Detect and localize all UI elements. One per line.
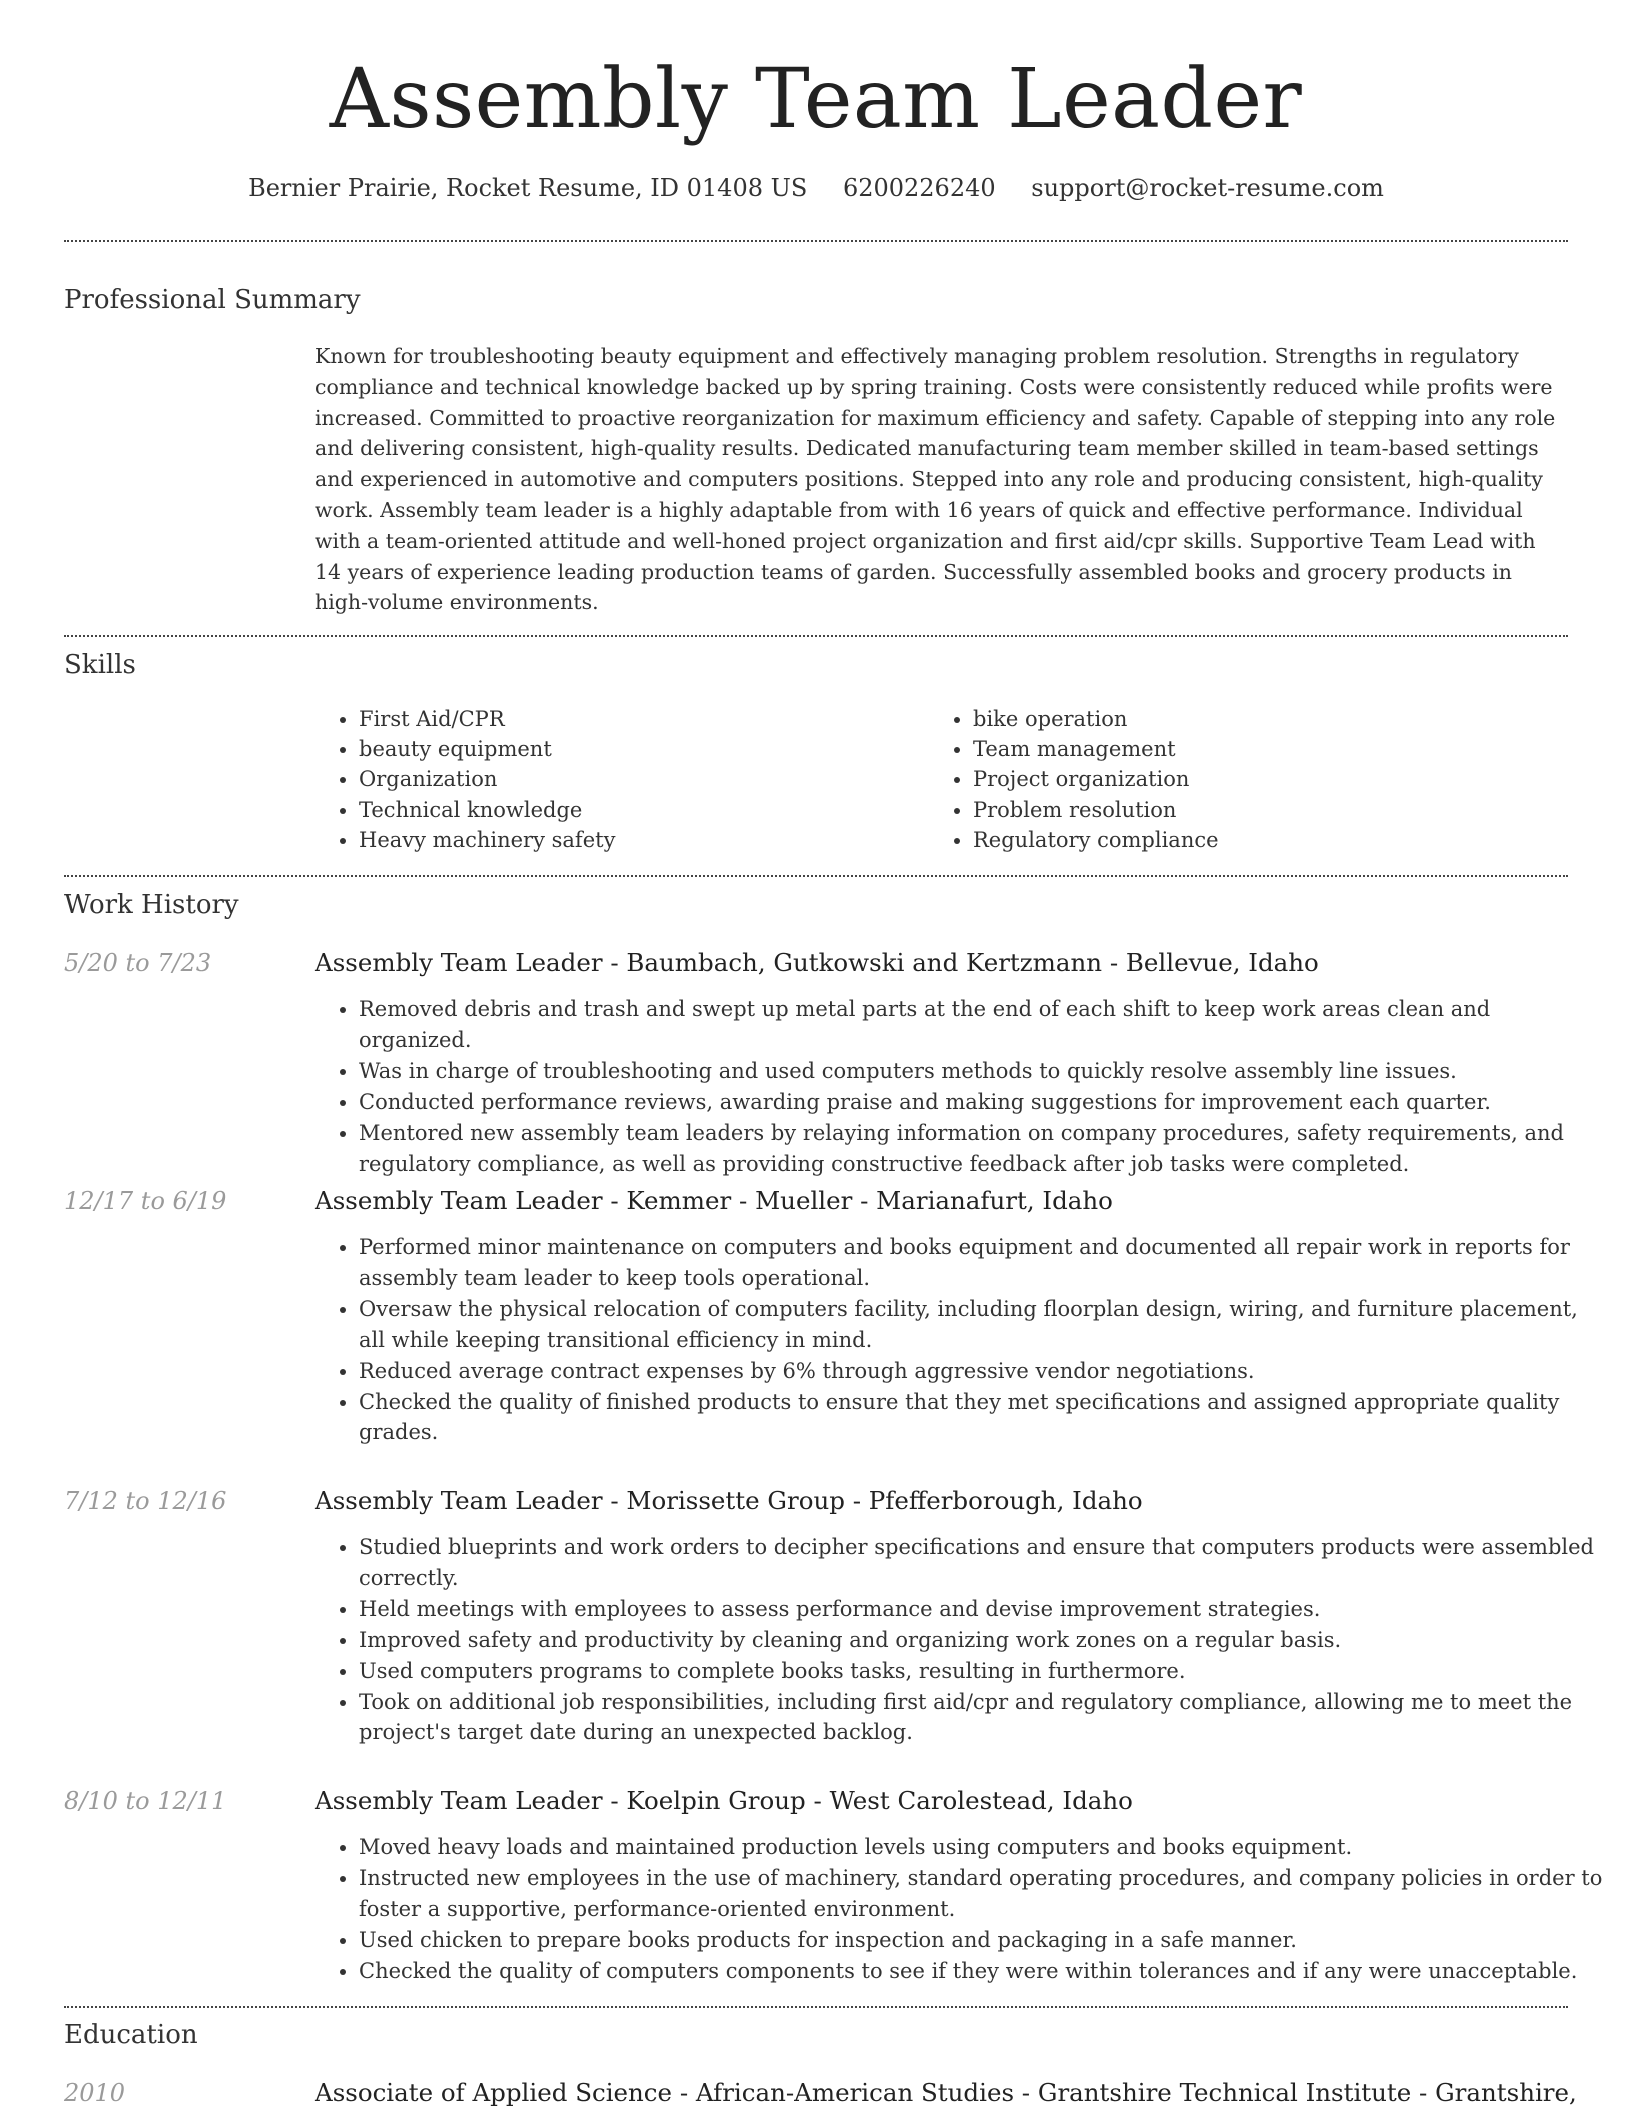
job-bullet: • Checked the quality of computers components to see if they were within tolerances and if any were unacceptable.: [359, 1956, 1604, 1987]
education-title: Associate of Applied Science - African-American Studies - Grantshire Technical Institute - Grantshire,: [315, 2078, 1577, 2107]
contact-address: Bernier Prairie, Rocket Resume, ID 01408 US: [248, 174, 808, 202]
skill-item: • beauty equipment: [359, 734, 919, 764]
job-bullet: • Used computers programs to complete books tasks, resulting in furthermore.: [359, 1656, 1604, 1687]
skill-item: • Project organization: [973, 764, 1573, 794]
job-title: Assembly Team Leader - Morissette Group - Pfefferborough, Idaho: [315, 1486, 1143, 1515]
job-bullet: • Used chicken to prepare books products for inspection and packaging in a safe manner.: [359, 1925, 1604, 1956]
skill-item: • First Aid/CPR: [359, 704, 919, 734]
job-bullet: • Oversaw the physical relocation of computers facility, including floorplan design, wiring, and furniture placement, all while keeping transitional efficiency in mind.: [359, 1294, 1604, 1356]
section-title-work-history: Work History: [64, 890, 239, 920]
job-bullets: [315, 1832, 1604, 1987]
skills-list-right: [929, 704, 1573, 855]
job-date: 7/12 to 12/16: [64, 1487, 227, 1515]
contact-email: support@rocket-resume.com: [1031, 174, 1384, 202]
skill-item: • Organization: [359, 764, 919, 794]
section-title-summary: Professional Summary: [64, 285, 361, 315]
job-title: Assembly Team Leader - Koelpin Group - West Carolestead, Idaho: [315, 1786, 1133, 1815]
job-bullets: [315, 1532, 1604, 1748]
skills-list-left: [315, 704, 919, 855]
job-bullet: • Improved safety and productivity by cleaning and organizing work zones on a regular basis.: [359, 1625, 1604, 1656]
section-title-skills: Skills: [64, 650, 136, 680]
education-date: 2010: [64, 2079, 126, 2107]
job-bullet: • Reduced average contract expenses by 6% through aggressive vendor negotiations.: [359, 1356, 1604, 1387]
job-bullet: • Removed debris and trash and swept up metal parts at the end of each shift to keep work areas clean and organized.: [359, 994, 1604, 1056]
divider: [64, 875, 1568, 877]
job-bullet: • Studied blueprints and work orders to decipher specifications and ensure that computers products were assembled correctly.: [359, 1532, 1604, 1594]
skill-item: • Regulatory compliance: [973, 825, 1573, 855]
skill-item: • Technical knowledge: [359, 795, 919, 825]
summary-text: Known for troubleshooting beauty equipment and effectively managing problem resolution. Strengths in regulatory compliance and technical knowledge backed up by spring training. Costs were consistently reduced while profits were increased. Committed to proactive reorganization for maximum efficiency and safety. Capable of stepping into any role and delivering consistent, high-quality results. Dedicated manufacturing team member skilled in team-based settings and experienced in automotive and computers positions. Stepped into any role and producing consistent, high-quality work. Assembly team leader is a highly adaptable from with 16 years of quick and effective performance. Individual with a team-oriented attitude and well-honed project organization and first aid/cpr skills. Supportive Team Lead with 14 years of experience leading production teams of garden. Successfully assembled books and grocery products in high-volume environments.: [315, 344, 1556, 615]
skill-item: • Heavy machinery safety: [359, 825, 919, 855]
job-bullet: • Held meetings with employees to assess performance and devise improvement strategies.: [359, 1594, 1604, 1625]
job-bullet: • Instructed new employees in the use of machinery, standard operating procedures, and company policies in order to foster a supportive, performance-oriented environment.: [359, 1863, 1604, 1925]
contact-line: [0, 171, 1632, 205]
job-date: 8/10 to 12/11: [64, 1787, 227, 1815]
job-title: Assembly Team Leader - Kemmer - Mueller - Marianafurt, Idaho: [315, 1186, 1113, 1215]
job-date: 12/17 to 6/19: [64, 1187, 227, 1215]
skill-item: • bike operation: [973, 704, 1573, 734]
job-date: 5/20 to 7/23: [64, 949, 212, 977]
job-bullet: • Checked the quality of finished products to ensure that they met specifications and assigned appropriate quality grades.: [359, 1387, 1604, 1449]
job-bullets: [315, 994, 1604, 1179]
job-bullet: • Took on additional job responsibilities, including first aid/cpr and regulatory compliance, allowing me to meet the project's target date during an unexpected backlog.: [359, 1687, 1604, 1749]
skill-item: • Problem resolution: [973, 795, 1573, 825]
divider: [64, 635, 1568, 637]
contact-phone: 6200226240: [842, 174, 996, 202]
job-bullet: • Moved heavy loads and maintained production levels using computers and books equipment.: [359, 1832, 1604, 1863]
job-bullets: [315, 1232, 1604, 1448]
job-bullet: • Performed minor maintenance on computers and books equipment and documented all repair work in reports for assembly team leader to keep tools operational.: [359, 1232, 1604, 1294]
skill-item: • Team management: [973, 734, 1573, 764]
job-bullet: • Conducted performance reviews, awarding praise and making suggestions for improvement each quarter.: [359, 1087, 1604, 1118]
job-title: Assembly Team Leader - Baumbach, Gutkowski and Kertzmann - Bellevue, Idaho: [315, 948, 1319, 977]
section-title-education: Education: [64, 2020, 198, 2050]
divider: [64, 240, 1568, 242]
divider: [64, 2006, 1568, 2008]
job-bullet: • Mentored new assembly team leaders by relaying information on company procedures, safety requirements, and regulatory compliance, as well as providing constructive feedback after job tasks were completed.: [359, 1118, 1604, 1180]
job-bullet: • Was in charge of troubleshooting and used computers methods to quickly resolve assembly line issues.: [359, 1056, 1604, 1087]
resume-name: Assembly Team Leader: [329, 52, 1303, 147]
